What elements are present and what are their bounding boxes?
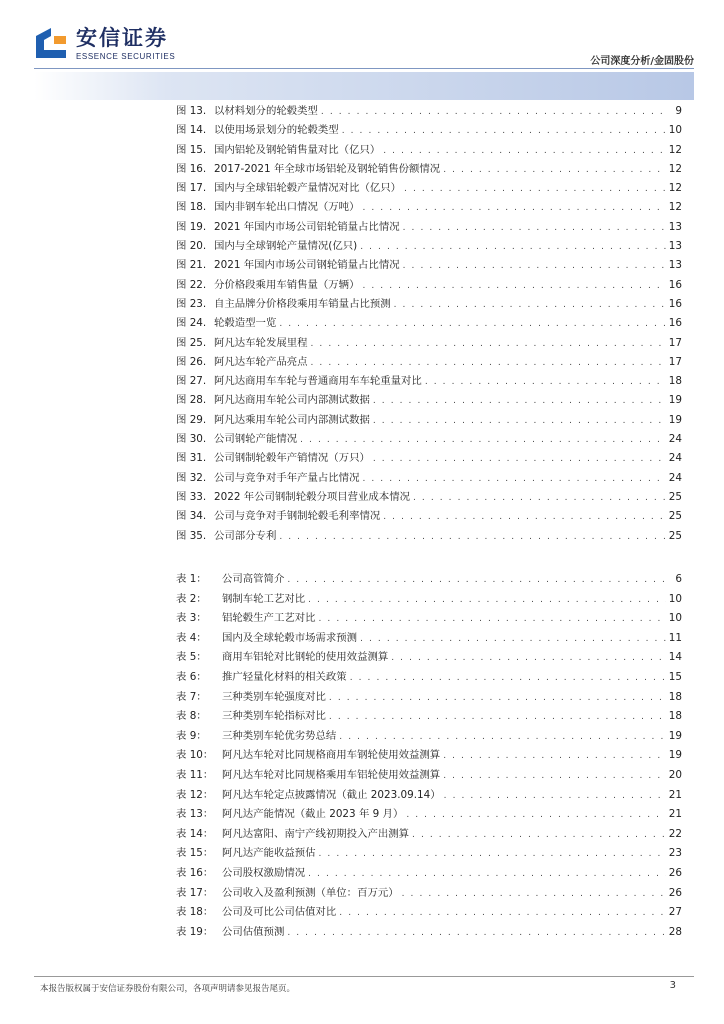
- table-entry-page: 20: [668, 768, 682, 781]
- figure-entry-title: 国内铝轮及钢轮销售量对比（亿只）: [214, 143, 381, 156]
- figure-entry-page: 12: [668, 201, 682, 214]
- figure-entry-label: 图 24.: [176, 317, 207, 330]
- figure-entry[interactable]: [176, 179, 682, 198]
- figure-entry-page: 12: [668, 143, 682, 156]
- figure-entry-title: 公司与竞争对手钢制轮毂毛利率情况: [214, 510, 381, 523]
- figure-entry-page: 13: [668, 240, 682, 253]
- table-entry-title: 公司股权激励情况: [222, 866, 306, 879]
- table-entry-page: 18: [668, 710, 682, 723]
- table-entry-title: 阿凡达富阳、南宁产线初期投入产出测算: [222, 827, 410, 840]
- figure-entry-page: 17: [668, 355, 682, 368]
- figure-entry-page: 24: [668, 433, 682, 446]
- figure-entry[interactable]: [176, 372, 682, 391]
- figure-entry-label: 图 32.: [176, 471, 207, 484]
- table-entry[interactable]: [176, 746, 682, 766]
- table-entry[interactable]: [176, 668, 682, 688]
- table-entry-label: 表 19：: [176, 925, 214, 938]
- table-entry-title: 铝轮毂生产工艺对比: [222, 612, 316, 625]
- table-entry-title: 钢制车轮工艺对比: [222, 592, 306, 605]
- brand-name-cn: 安信证券: [76, 26, 168, 50]
- table-entry[interactable]: [176, 629, 682, 649]
- table-entry-title: 公司及可比公司估值对比: [222, 906, 337, 919]
- figure-entry-label: 图 18.: [176, 201, 207, 214]
- figure-entry[interactable]: [176, 488, 682, 507]
- dot-leader: [404, 184, 666, 194]
- figure-entry-title: 2021 年国内市场公司铝轮销量占比情况: [214, 220, 400, 233]
- table-entry-title: 三种类别车轮强度对比: [222, 690, 326, 703]
- dot-leader: [443, 751, 666, 761]
- table-entry[interactable]: [176, 923, 682, 943]
- figure-entry-title: 阿凡达商用车轮公司内部测试数据: [214, 394, 370, 407]
- figure-entry-title: 公司部分专利: [214, 529, 277, 542]
- dot-leader: [362, 474, 665, 484]
- table-entry-page: 21: [668, 788, 682, 801]
- figure-entry-title: 国内与全球铝轮毂产量情况对比（亿只）: [214, 182, 402, 195]
- dot-leader: [308, 869, 666, 879]
- table-entry-title: 三种类别车轮指标对比: [222, 710, 326, 723]
- figure-entry-title: 公司钢制轮毂年产销情况（万只）: [214, 452, 370, 465]
- table-entry-page: 26: [668, 886, 682, 899]
- table-entry-title: 阿凡达车轮对比同规格商用车钢轮使用效益测算: [222, 749, 441, 762]
- table-entry[interactable]: [176, 609, 682, 629]
- table-entry[interactable]: [176, 825, 682, 845]
- table-entry-label: 表 1：: [176, 573, 207, 585]
- dot-leader: [383, 146, 666, 156]
- table-entry-label: 表 2：: [176, 592, 207, 605]
- figure-entry-label: 图 29.: [176, 413, 207, 426]
- table-entry[interactable]: [176, 884, 682, 904]
- figure-entry-label: 图 35.: [176, 529, 207, 542]
- table-entry[interactable]: [176, 707, 682, 727]
- table-entry[interactable]: [176, 727, 682, 747]
- figure-entry-label: 图 19.: [176, 220, 207, 233]
- figure-entry[interactable]: [176, 218, 682, 237]
- table-entry-title: 阿凡达产能收益预估: [222, 847, 316, 860]
- figure-entry[interactable]: [176, 411, 682, 430]
- table-entry-page: 11: [668, 631, 682, 644]
- table-entry-label: 表 11：: [176, 768, 214, 781]
- figure-entry-title: 自主品牌分价格段乘用车销量占比预测: [214, 297, 391, 310]
- table-entry-title: 阿凡达产能情况（截止 2023 年 9 月）: [222, 808, 404, 821]
- table-entry-title: 公司估值预测: [222, 925, 285, 938]
- figure-entry-page: 18: [668, 375, 682, 388]
- table-entry[interactable]: [176, 786, 682, 806]
- dot-leader: [339, 732, 665, 742]
- dot-leader: [391, 653, 666, 663]
- dot-leader: [443, 771, 666, 781]
- figure-entry-title: 以使用场景划分的轮毂类型: [214, 124, 339, 137]
- table-entry-page: 18: [668, 690, 682, 703]
- table-entry[interactable]: [176, 805, 682, 825]
- figure-entry-label: 图 28.: [176, 394, 207, 407]
- figure-entry-title: 公司与竞争对手年产量占比情况: [214, 471, 360, 484]
- table-entry-page: 19: [668, 749, 682, 762]
- dot-leader: [311, 358, 666, 368]
- figure-entry-label: 图 16.: [176, 162, 207, 175]
- header-band: [34, 72, 694, 100]
- dot-leader: [412, 830, 666, 840]
- table-entry-page: 21: [668, 808, 682, 821]
- dot-leader: [373, 396, 666, 406]
- brand-logo: [34, 26, 175, 61]
- dot-leader: [319, 849, 666, 859]
- figure-entry-title: 以材料划分的轮毂类型: [214, 105, 318, 117]
- figure-entry-title: 2022 年公司钢制轮毂分项目营业成本情况: [214, 490, 410, 503]
- brand-name-en: ESSENCE SECURITIES: [76, 52, 176, 61]
- dot-leader: [360, 242, 666, 252]
- figure-entry-page: 12: [668, 182, 682, 195]
- dot-leader: [373, 454, 666, 464]
- table-entry-label: 表 4：: [176, 631, 207, 644]
- figure-entry-label: 图 13.: [176, 105, 207, 117]
- dot-leader: [383, 512, 666, 522]
- figure-entry-title: 国内与全球钢轮产量情况(亿只): [214, 240, 358, 253]
- figure-entry-title: 阿凡达车轮发展里程: [214, 336, 308, 349]
- figure-entry[interactable]: [176, 353, 682, 372]
- dot-leader: [406, 810, 665, 820]
- figure-entry-page: 17: [668, 336, 682, 349]
- table-entry-page: 28: [668, 925, 682, 938]
- figure-entry-page: 9: [675, 105, 682, 117]
- header-divider: [34, 68, 694, 69]
- table-entry-label: 表 7：: [176, 690, 207, 703]
- dot-leader: [279, 319, 665, 329]
- table-entry-label: 表 15：: [176, 847, 214, 860]
- dot-leader: [402, 889, 666, 899]
- figure-entry[interactable]: [176, 507, 682, 526]
- figure-list: [176, 102, 682, 546]
- figure-entry[interactable]: [176, 198, 682, 217]
- table-entry[interactable]: [176, 766, 682, 786]
- dot-leader: [329, 693, 666, 703]
- dot-leader: [311, 339, 666, 349]
- dot-leader: [308, 595, 666, 605]
- figure-entry-label: 图 14.: [176, 124, 207, 137]
- figure-entry-label: 图 33.: [176, 490, 207, 503]
- table-entry-label: 表 3：: [176, 612, 207, 625]
- figure-entry-label: 图 25.: [176, 336, 207, 349]
- table-entry-page: 19: [668, 729, 682, 742]
- table-entry-title: 商用车铝轮对比钢轮的使用效益测算: [222, 651, 389, 664]
- table-entry-label: 表 14：: [176, 827, 214, 840]
- figure-entry[interactable]: [176, 527, 682, 546]
- figure-entry[interactable]: [176, 160, 682, 179]
- figure-entry[interactable]: [176, 256, 682, 275]
- figure-entry-title: 国内非钢车轮出口情况（万吨）: [214, 201, 360, 214]
- figure-entry-label: 图 27.: [176, 375, 207, 388]
- table-entry-page: 14: [668, 651, 682, 664]
- figure-entry-page: 25: [668, 490, 682, 503]
- figure-entry[interactable]: [176, 469, 682, 488]
- table-entry[interactable]: [176, 590, 682, 610]
- table-entry-label: 表 6：: [176, 670, 207, 683]
- dot-leader: [403, 261, 666, 271]
- dot-leader: [444, 791, 666, 801]
- figure-entry[interactable]: [176, 449, 682, 468]
- figure-entry[interactable]: [176, 314, 682, 333]
- figure-entry-label: 图 30.: [176, 433, 207, 446]
- dot-leader: [319, 614, 666, 624]
- table-entry-page: 6: [675, 573, 682, 585]
- figure-entry[interactable]: [176, 391, 682, 410]
- table-entry-label: 表 5：: [176, 651, 207, 664]
- figure-entry-page: 24: [668, 471, 682, 484]
- table-entry-label: 表 18：: [176, 906, 214, 919]
- table-entry-page: 15: [668, 670, 682, 683]
- figure-entry-page: 24: [668, 452, 682, 465]
- figure-entry-title: 轮毂造型一览: [214, 317, 277, 330]
- dot-leader: [362, 281, 665, 291]
- table-entry-title: 三种类别车轮优劣势总结: [222, 729, 337, 742]
- table-entry-label: 表 8：: [176, 710, 207, 723]
- figure-entry-label: 图 23.: [176, 297, 207, 310]
- dot-leader: [443, 165, 666, 175]
- figure-entry-label: 图 15.: [176, 143, 207, 156]
- dot-leader: [362, 203, 665, 213]
- table-entry-label: 表 12：: [176, 788, 214, 801]
- figure-entry-title: 阿凡达车轮产品亮点: [214, 355, 308, 368]
- dot-leader: [360, 634, 666, 644]
- table-entry-title: 公司收入及盈利预测（单位：百万元）: [222, 886, 399, 899]
- figure-entry-page: 25: [668, 529, 682, 542]
- table-entry[interactable]: [176, 903, 682, 923]
- dot-leader: [403, 223, 666, 233]
- figure-entry[interactable]: [176, 430, 682, 449]
- table-entry-title: 阿凡达车轮对比同规格乘用车铝轮使用效益测算: [222, 768, 441, 781]
- figure-entry-title: 公司钢轮产能情况: [214, 433, 298, 446]
- dot-leader: [321, 107, 667, 117]
- figure-entry[interactable]: [176, 334, 682, 353]
- dot-leader: [350, 673, 666, 683]
- table-entry-title: 推广轻量化材料的相关政策: [222, 670, 347, 683]
- figure-entry-title: 阿凡达乘用车轮公司内部测试数据: [214, 413, 370, 426]
- figure-entry-page: 19: [668, 413, 682, 426]
- figure-entry-label: 图 26.: [176, 355, 207, 368]
- figure-entry-page: 16: [668, 278, 682, 291]
- figure-entry-title: 阿凡达商用车车轮与普通商用车车轮重量对比: [214, 375, 422, 388]
- table-entry[interactable]: [176, 864, 682, 884]
- table-entry-label: 表 16：: [176, 866, 214, 879]
- table-entry-page: 10: [668, 592, 682, 605]
- dot-leader: [425, 377, 666, 387]
- dot-leader: [394, 300, 666, 310]
- figure-entry-page: 25: [668, 510, 682, 523]
- dot-leader: [342, 126, 666, 136]
- figure-entry-page: 12: [668, 162, 682, 175]
- table-list: [176, 570, 682, 942]
- table-entry-label: 表 10：: [176, 749, 214, 762]
- figure-entry-page: 19: [668, 394, 682, 407]
- table-entry[interactable]: [176, 648, 682, 668]
- figure-entry-page: 16: [668, 297, 682, 310]
- figure-entry-label: 图 34.: [176, 510, 207, 523]
- figure-entry[interactable]: [176, 276, 682, 295]
- table-entry-page: 26: [668, 866, 682, 879]
- essence-logo-icon: [34, 26, 68, 60]
- table-entry-title: 阿凡达车轮定点披露情况（截止 2023.09.14）: [222, 788, 441, 801]
- figure-entry-label: 图 20.: [176, 240, 207, 253]
- table-entry-title: 公司高管简介: [222, 573, 285, 585]
- table-entry-label: 表 9：: [176, 729, 207, 742]
- figure-entry-label: 图 17.: [176, 182, 207, 195]
- table-entry[interactable]: [176, 844, 682, 864]
- figure-entry-page: 13: [668, 220, 682, 233]
- table-entry-page: 27: [668, 906, 682, 919]
- table-entry[interactable]: [176, 688, 682, 708]
- figure-entry-page: 10: [668, 124, 682, 137]
- figure-entry-title: 2017-2021 年全球市场铝轮及钢轮销售份额情况: [214, 162, 441, 175]
- figure-entry-title: 分价格段乘用车销售量（万辆）: [214, 278, 360, 291]
- page-number: 3: [669, 980, 676, 991]
- table-entry-page: 10: [668, 612, 682, 625]
- dot-leader: [413, 493, 666, 503]
- dot-leader: [279, 532, 665, 542]
- dot-leader: [329, 712, 666, 722]
- table-entry-title: 国内及全球轮毂市场需求预测: [222, 631, 358, 644]
- dot-leader: [373, 416, 666, 426]
- dot-leader: [287, 575, 667, 585]
- table-entry[interactable]: [176, 570, 682, 590]
- figure-entry-title: 2021 年国内市场公司钢轮销量占比情况: [214, 259, 400, 272]
- figure-entry[interactable]: [176, 141, 682, 160]
- footer-divider: [34, 976, 694, 977]
- figure-entry[interactable]: [176, 121, 682, 140]
- figure-entry[interactable]: [176, 102, 682, 121]
- figure-entry-label: 图 31.: [176, 452, 207, 465]
- dot-leader: [300, 435, 666, 445]
- footer-disclaimer: 本报告版权属于安信证券股份有限公司，各项声明请参见报告尾页。: [40, 984, 296, 994]
- report-tag: 公司深度分析/金固股份: [590, 56, 694, 67]
- table-entry-page: 23: [668, 847, 682, 860]
- figure-entry-label: 图 22.: [176, 278, 207, 291]
- dot-leader: [287, 928, 665, 938]
- figure-entry-page: 13: [668, 259, 682, 272]
- table-entry-page: 22: [668, 827, 682, 840]
- dot-leader: [339, 908, 665, 918]
- figure-entry[interactable]: [176, 237, 682, 256]
- figure-entry-page: 16: [668, 317, 682, 330]
- table-entry-label: 表 13：: [176, 808, 214, 821]
- table-entry-label: 表 17：: [176, 886, 214, 899]
- figure-entry-label: 图 21.: [176, 259, 207, 272]
- figure-entry[interactable]: [176, 295, 682, 314]
